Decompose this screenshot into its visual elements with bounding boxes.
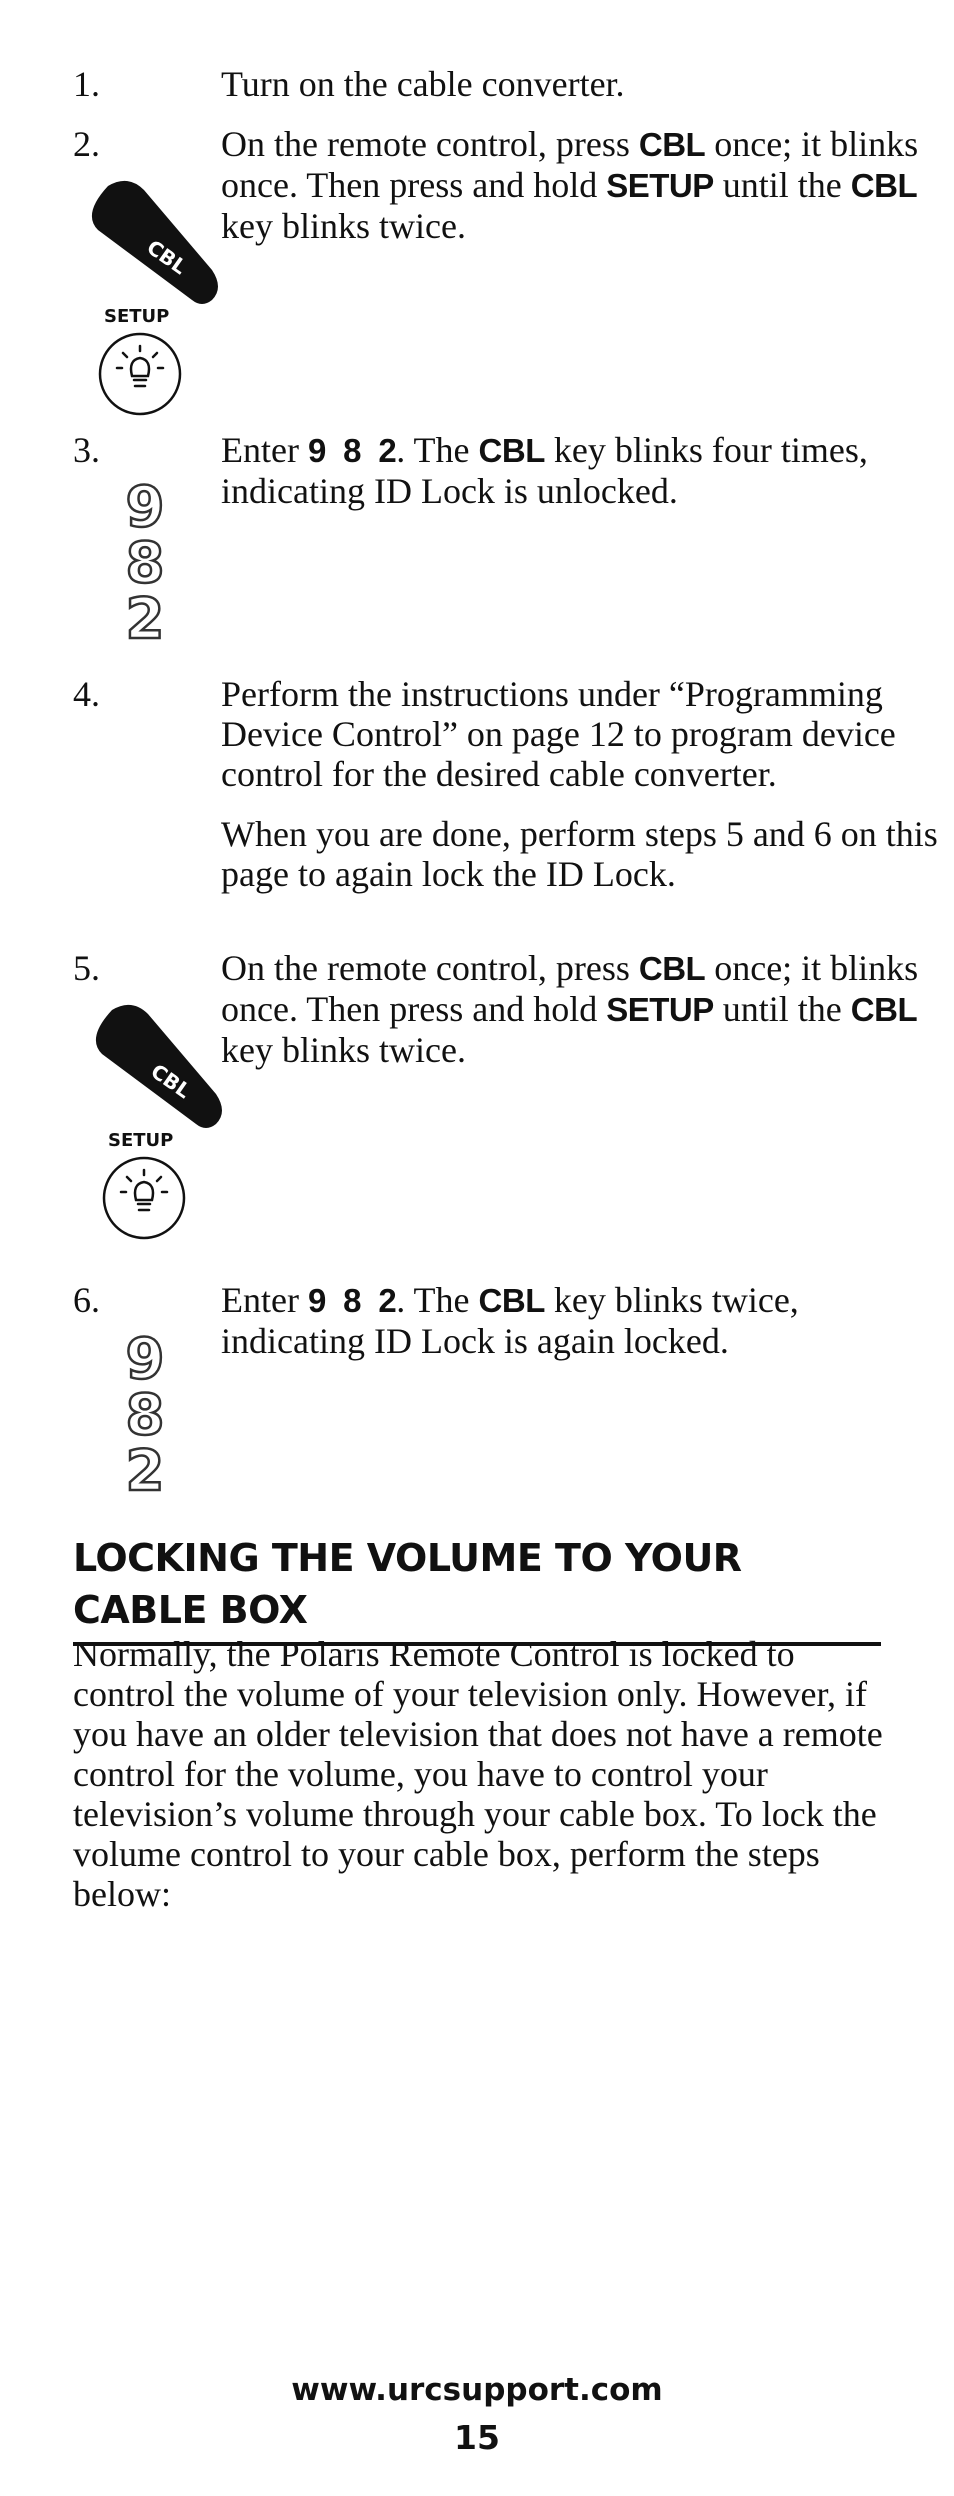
step-line (221, 948, 951, 1070)
text-run: once; it blinks once. Then press and hold (221, 948, 919, 1029)
setup-key-label: SETUP (108, 1130, 174, 1151)
setup-key-label: SETUP (104, 306, 170, 327)
text-run: once; it blinks once. Then press and hold (221, 124, 919, 205)
text-run: . The (396, 430, 479, 470)
text-run: key blinks twice, indicating ID Lock is again locked. (221, 1280, 799, 1361)
step-text (221, 948, 951, 1090)
step-number: 4. (73, 674, 100, 714)
cbl-keyword: CBL (850, 991, 918, 1028)
step-line (221, 1280, 951, 1361)
cbl-keyword: CBL (478, 1282, 545, 1319)
digit-8: 8 (125, 1383, 165, 1448)
text-run: until the (713, 165, 851, 205)
text-run: Enter (221, 1280, 308, 1320)
footer-url: www.urcsupport.com (291, 2372, 663, 2408)
step-text (221, 64, 951, 124)
text-run: until the (713, 989, 851, 1029)
step-number: 6. (73, 1280, 100, 1320)
section-heading: LOCKING THE VOLUME TO YOUR CABLE BOX (73, 1532, 881, 1646)
text-run: key blinks four times, indicating ID Lock is unlocked. (221, 430, 868, 511)
digit-2: 2 (125, 587, 165, 646)
digit-keys-icon (105, 1328, 185, 1498)
digits-keyword: 9 8 2 (307, 1282, 397, 1319)
cbl-setup-keys-icon (80, 170, 230, 430)
step-text (221, 430, 951, 531)
step-number: 5. (73, 948, 100, 988)
page-number: 15 (454, 2418, 500, 2457)
digit-9: 9 (125, 476, 165, 540)
step-line: Turn on the cable converter. (221, 64, 625, 104)
step-text (221, 674, 951, 914)
step-line: When you are done, perform steps 5 and 6 on this page to again lock the ID Lock. (221, 814, 938, 894)
step-number: 3. (73, 430, 100, 470)
text-run: Enter (221, 430, 308, 470)
digit-2: 2 (125, 1439, 165, 1498)
digit-9: 9 (125, 1328, 165, 1392)
text-run: On the remote control, press (221, 124, 639, 164)
step-number: 2. (73, 124, 100, 164)
digits-keyword: 9 8 2 (307, 432, 397, 469)
section-paragraph: Normally, the Polaris Remote Control is locked to control the volume of your television only. However, if you have an older television that does not have a remote control for the volume, you have to control your television’s volume through your cable box. To lock the volume control to your cable box, perform the steps below: (73, 1634, 883, 1914)
text-run: On the remote control, press (221, 948, 639, 988)
cbl-keyword: CBL (638, 126, 706, 163)
setup-keyword: SETUP (606, 991, 714, 1028)
step-line (221, 430, 951, 511)
digit-8: 8 (125, 531, 165, 596)
cbl-keyword: CBL (850, 167, 918, 204)
step-text (221, 1280, 951, 1381)
step-number: 1. (73, 64, 100, 104)
cbl-setup-keys-icon (84, 994, 234, 1254)
step-line (221, 124, 951, 246)
step-text (221, 124, 951, 266)
cbl-key-label: CBL (142, 234, 192, 280)
cbl-keyword: CBL (638, 950, 706, 987)
text-run: key blinks twice. (221, 206, 466, 246)
cbl-key-label: CBL (146, 1058, 196, 1104)
text-run: key blinks twice. (221, 1030, 466, 1070)
digit-keys-icon (105, 476, 185, 646)
cbl-keyword: CBL (478, 432, 545, 469)
setup-keyword: SETUP (606, 167, 714, 204)
text-run: . The (396, 1280, 479, 1320)
step-line: Perform the instructions under “Programming Device Control” on page 12 to program device control for the desired cable converter. (221, 674, 896, 794)
